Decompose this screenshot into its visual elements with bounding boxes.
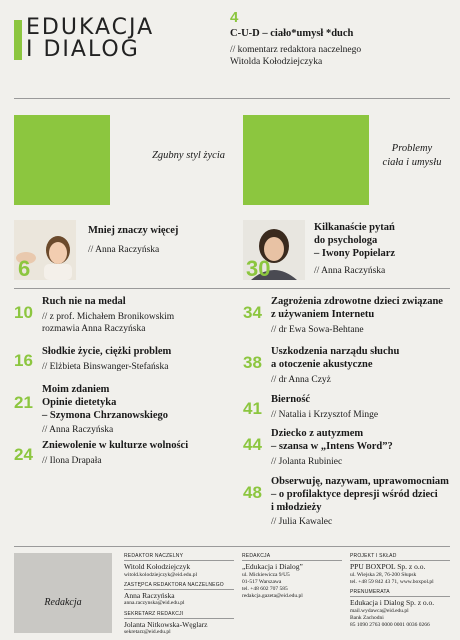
article-title: Zniewolenie w kulturze wolności: [42, 440, 189, 451]
footer-name: PPU BOXPOL Sp. z o.o.: [350, 562, 426, 571]
article-title-line: do psychologa: [314, 234, 378, 246]
article-title-line: Kilkanaście pytań: [314, 222, 395, 233]
section-label-right: [376, 142, 448, 169]
toc-entry[interactable]: [243, 296, 453, 336]
page-number: 4: [230, 9, 239, 26]
article-author: // z prof. Michałem Bronikowskim: [42, 311, 175, 322]
article-author: // komentarz redaktora naczelnego: [230, 44, 362, 55]
article-author: // Julia Kawalec: [271, 517, 333, 528]
page-number: 21: [14, 393, 33, 412]
article-title-line: Obserwuję, nazywam, uprawomocniam: [271, 476, 449, 487]
article-title-line: Opinie dietetyka: [42, 396, 117, 408]
section-label-left: Zgubny styl życia: [152, 150, 225, 161]
footer-email: anna.raczynska@eid.edu.pl: [124, 600, 185, 607]
article-title-line: Zagrożenia zdrowotne dzieci związane: [271, 296, 443, 307]
toc-entry[interactable]: [243, 394, 453, 421]
section-image-right: [243, 115, 369, 205]
footer-email: witold.kolodziejczyk@eid.edu.pl: [124, 571, 198, 578]
article-author: // Elżbieta Binswanger-Stefańska: [42, 361, 169, 372]
section-image-left: [14, 115, 110, 205]
footer-name: Jolanta Nitkowska-Węglarz: [124, 619, 208, 629]
footer-gray-block: [14, 553, 112, 633]
toc-entry[interactable]: [14, 296, 232, 335]
top-article[interactable]: [230, 10, 450, 68]
featured-article-right[interactable]: [314, 222, 450, 278]
toc-entry[interactable]: [14, 346, 232, 373]
article-author: // Natalia i Krzysztof Minge: [271, 409, 379, 420]
article-title-line: – o profilaktyce depresji wśród dzieci: [271, 488, 438, 500]
toc-entry[interactable]: [14, 384, 232, 437]
toc-entry[interactable]: [243, 346, 453, 386]
logo: [14, 15, 155, 66]
footer-address-line: 01-517 Warszawa: [242, 578, 282, 585]
section-label-right-line-2: ciała i umysłu: [382, 156, 442, 168]
toc-entry[interactable]: [243, 428, 453, 468]
page-number: 24: [14, 445, 33, 464]
featured-article-left[interactable]: [88, 225, 228, 256]
footer-name: Anna Raczyńska: [124, 590, 175, 600]
article-title-line: Dziecko z autyzmem: [271, 428, 364, 439]
page-number: 6: [18, 256, 31, 281]
article-author: // dr Anna Czyż: [271, 374, 331, 385]
footer-name: „Edukacja i Dialog”: [242, 562, 303, 571]
editorial-footer: [14, 546, 450, 634]
page-number: 16: [14, 351, 33, 370]
page-number: 38: [243, 353, 262, 372]
page-number: 48: [243, 483, 262, 502]
footer-bank: Bank Zachodni: [350, 614, 384, 621]
article-title: Bierność: [271, 394, 311, 405]
footer-col-office: [242, 553, 342, 600]
article-title-line: – szansa w „Intens Word”?: [271, 440, 393, 452]
page-number: 44: [243, 435, 262, 454]
footer-phone: tel. +48 59 842 43 71, www.boxpol.pl: [350, 578, 434, 585]
article-author: // Jolanta Rubiniec: [271, 456, 343, 467]
article-title: Ruch nie na medal: [42, 296, 126, 307]
footer-role-label: ZASTĘPCA REDAKTORA NACZELNEGO: [124, 582, 234, 590]
footer-label: Redakcja: [44, 597, 82, 608]
article-title-line: a otoczenie akustyczne: [271, 358, 373, 370]
footer-phone: tel. +48 602 707 585: [242, 585, 288, 592]
footer-address-line: ul. Wiejska 28, 76-200 Słupsk: [350, 571, 417, 578]
article-author-name: Witolda Kołodziejczyka: [230, 57, 323, 68]
footer-role-label: PRENUMERATA: [350, 589, 450, 597]
footer-col-editors: [124, 553, 234, 636]
footer-email: redakcja.gazeta@eid.edu.pl: [242, 593, 303, 600]
footer-name: Witold Kołodziejczyk: [124, 562, 191, 571]
footer-role-label: PROJEKT I SKŁAD: [350, 553, 450, 561]
logo-line-1: EDUKACJA: [26, 15, 155, 40]
article-title-line: Uszkodzenia narządu słuchu: [271, 346, 400, 357]
footer-account: 85 1090 2763 0000 0001 0036 0266: [350, 621, 430, 628]
article-title: C-U-D – ciało*umysł *duch: [230, 28, 354, 39]
page-number: 30: [246, 256, 271, 281]
article-title-line: – Iwony Popielarz: [314, 247, 396, 259]
footer-name: Edukacja i Dialog Sp. z o.o.: [350, 597, 435, 607]
divider: [14, 98, 450, 99]
toc-entry[interactable]: [14, 440, 232, 467]
article-author: // Anna Raczyńska: [88, 244, 160, 255]
article-author: // Anna Raczyńska: [314, 266, 386, 277]
article-author: // Ilona Drapała: [42, 455, 102, 466]
footer-address-line: ul. Mickiewicza 9/U5: [242, 571, 290, 578]
footer-role-label: REDAKCJA: [242, 553, 342, 561]
article-author: // Anna Raczyńska: [42, 425, 114, 436]
page-number: 41: [243, 399, 262, 418]
article-title: Słodkie życie, ciężki problem: [42, 346, 172, 357]
footer-email: sekretarz@eid.edu.pl: [124, 629, 171, 636]
footer-email: mail.wydawca@eid.edu.pl: [350, 607, 409, 614]
toc-entry[interactable]: [243, 476, 453, 529]
article-author: // dr Ewa Sowa-Behtane: [271, 324, 364, 335]
article-title-line: – Szymona Chrzanowskiego: [42, 409, 169, 421]
article-author-line: rozmawia Anna Raczyńska: [42, 324, 146, 335]
article-title: Mniej znaczy więcej: [88, 225, 179, 236]
footer-col-production: [350, 553, 450, 629]
page-number: 10: [14, 303, 33, 322]
page-number: 34: [243, 303, 262, 322]
logo-line-2: I DIALOG: [26, 37, 140, 62]
article-title-line: i młodzieży: [271, 501, 322, 513]
footer-role-label: SEKRETARZ REDAKCJI: [124, 611, 234, 619]
section-label-right-line-1: Problemy: [391, 143, 433, 154]
article-title-line: Moim zdaniem: [42, 384, 110, 395]
logo-green-bar: [14, 20, 22, 60]
divider: [14, 288, 450, 289]
footer-role-label: REDAKTOR NACZELNY: [124, 553, 234, 561]
article-title-line: z używaniem Internetu: [271, 308, 375, 320]
